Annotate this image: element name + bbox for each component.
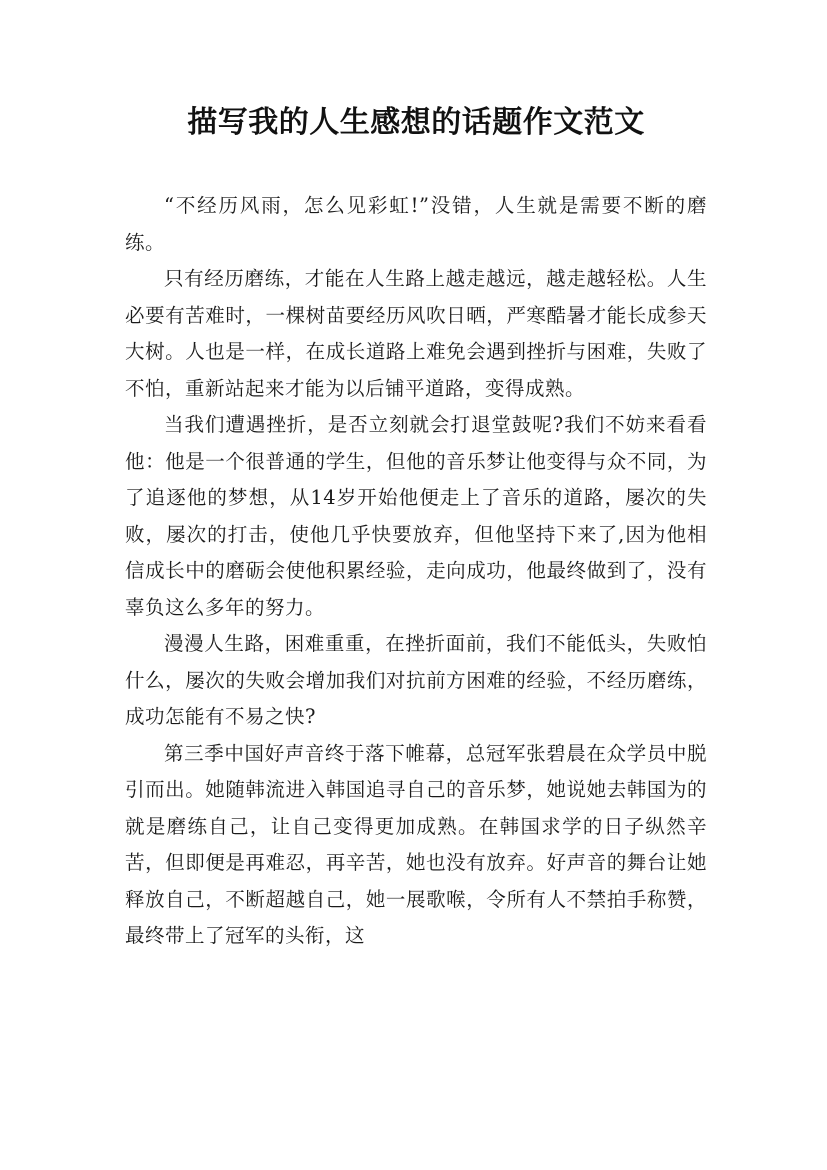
paragraph-4: 漫漫人生路，困难重重，在挫折面前，我们不能低头，失败怕什么，屡次的失败会增加我们对抗前方困难的经验，不经历磨练，成功怎能有不易之快?	[125, 632, 707, 728]
paragraph-1: “不经历风雨，怎么见彩虹!”没错，人生就是需要不断的磨练。	[125, 194, 707, 254]
document-body	[125, 188, 707, 955]
document-title: 描写我的人生感想的话题作文范文	[187, 105, 645, 140]
paragraph-5: 第三季中国好声音终于落下帷幕，总冠军张碧晨在众学员中脱引而出。她随韩流进入韩国追寻自己的音乐梦，她说她去韩国为的就是磨练自己，让自己变得更加成熟。在韩国求学的日子纵然辛苦，但即便是再难忍，再辛苦，她也没有放弃。好声音的舞台让她释放自己，不断超越自己，她一展歌喉，令所有人不禁拍手称赞，最终带上了冠军的头衔，这	[125, 741, 707, 947]
paragraph-2: 只有经历磨练，才能在人生路上越走越远，越走越轻松。人生必要有苦难时，一棵树苗要经历风吹日晒，严寒酷暑才能长成参天大树。人也是一样，在成长道路上难免会遇到挫折与困难，失败了不怕，重新站起来才能为以后铺平道路，变得成熟。	[125, 267, 707, 400]
paragraph-3: 当我们遭遇挫折，是否立刻就会打退堂鼓呢?我们不妨来看看他：他是一个很普通的学生，但他的音乐梦让他变得与众不同，为了追逐他的梦想，从14岁开始他便走上了音乐的道路，屡次的失败，屡次的打击，使他几乎快要放弃，但他坚持下来了,因为他相信成长中的磨砺会使他积累经验，走向成功，他最终做到了，没有辜负这么多年的努力。	[125, 413, 707, 619]
